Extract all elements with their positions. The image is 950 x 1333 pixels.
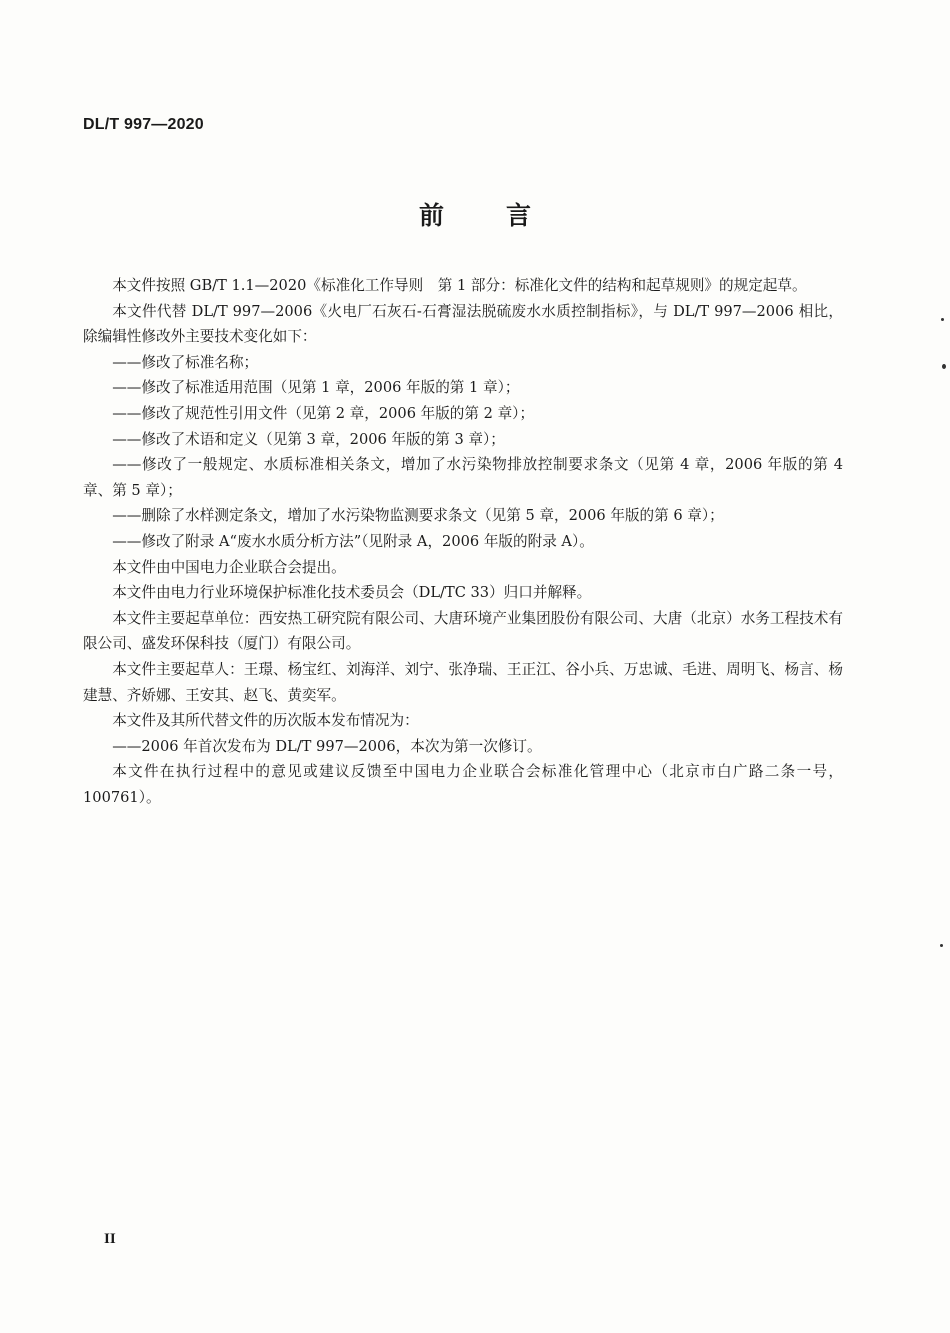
list-item: ——删除了水样测定条文，增加了水污染物监测要求条文（见第 5 章，2006 年版的第 6 章）；	[112, 507, 724, 525]
list-item: ——修改了标准适用范围（见第 1 章，2006 年版的第 1 章）；	[112, 379, 520, 397]
list-item: ——修改了术语和定义（见第 3 章，2006 年版的第 3 章）；	[112, 430, 505, 448]
paragraph: 本文件主要起草人：王璟、杨宝红、刘海洋、刘宁、张净瑞、王正江、谷小兵、万忠诚、毛进、周明飞、杨言、杨建慧、齐娇娜、王安其、赵飞、黄奕军。	[83, 660, 843, 704]
paragraph: 本文件在执行过程中的意见或建议反馈至中国电力企业联合会标准化管理中心（北京市白广路二条一号，100761）。	[83, 763, 843, 806]
paragraph: 本文件主要起草单位：西安热工研究院有限公司、大唐环境产业集团股份有限公司、大唐（北京）水务工程技术有限公司、盛发环保科技（厦门）有限公司。	[83, 609, 843, 653]
list-item: ——修改了规范性引用文件（见第 2 章，2006 年版的第 2 章）；	[112, 404, 535, 422]
list-item: ——修改了一般规定、水质标准相关条文，增加了水污染物排放控制要求条文（见第 4 章，2006 年版的第 4 章、第 5 章）；	[83, 456, 843, 499]
scan-speck	[940, 944, 943, 947]
scan-speck	[941, 318, 944, 321]
list-item: ——修改了附录 A“废水水质分析方法”（见附录 A，2006 年版的附录 A）。	[112, 532, 594, 550]
page-title: 前言	[418, 201, 593, 230]
list-item: ——修改了标准名称；	[112, 353, 259, 371]
paragraph: 本文件由中国电力企业联合会提出。	[112, 558, 346, 576]
scan-speck	[942, 364, 946, 369]
page-number: II	[104, 1231, 116, 1247]
paragraph: 本文件代替 DL/T 997—2006《火电厂石灰石-石膏湿法脱硫废水水质控制指标》，与 DL/T 997—2006 相比，除编辑性修改外主要技术变化如下：	[83, 302, 843, 346]
document-code: DL/T 997—2020	[83, 116, 204, 133]
paragraph: 本文件及其所代替文件的历次版本发布情况为：	[112, 712, 419, 730]
paragraph: 本文件由电力行业环境保护标准化技术委员会（DL/TC 33）归口并解释。	[112, 584, 592, 602]
foreword-body	[83, 273, 843, 810]
list-item: ——2006 年首次发布为 DL/T 997—2006，本次为第一次修订。	[112, 737, 542, 755]
paragraph: 本文件按照 GB/T 1.1—2020《标准化工作导则 第 1 部分：标准化文件的结构和起草规则》的规定起草。	[112, 277, 807, 294]
